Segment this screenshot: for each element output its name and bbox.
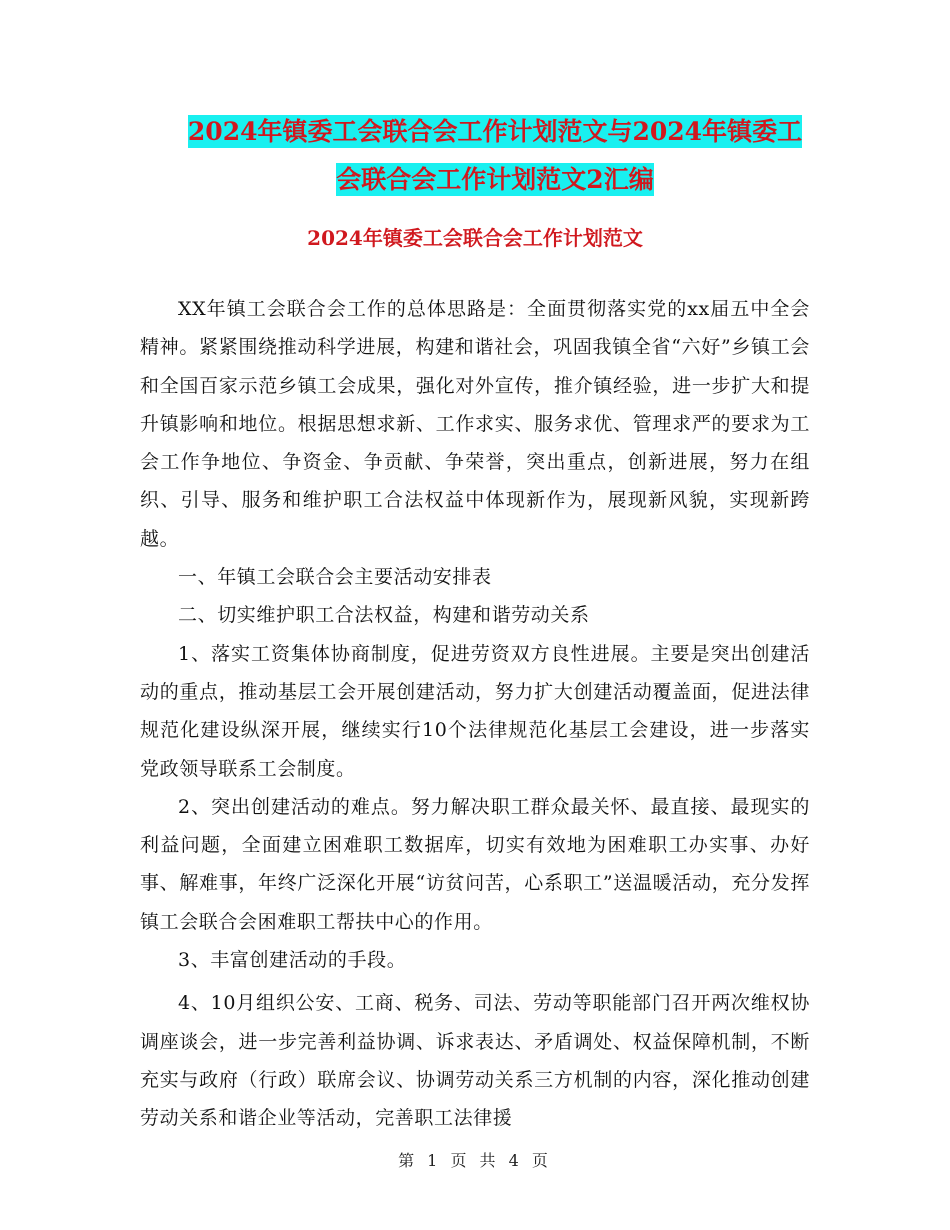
document-title-line2: 会联合会工作计划范文2汇编	[336, 165, 654, 194]
page-footer: 第 1 页 共 4 页	[398, 1151, 552, 1170]
paragraph-item-2: 2、突出创建活动的难点。努力解决职工群众最关怀、最直接、最现实的利益问题，全面建立困难职工数据库，切实有效地为困难职工办实事、办好事、解难事，年终广泛深化开展“访贫问苦，心系职工”送温暖活动，充分发挥镇工会联合会困难职工帮扶中心的作用。	[140, 795, 810, 933]
document-title-line1: 2024年镇委工会联合会工作计划范文与2024年镇委工	[187, 117, 803, 146]
paragraph-heading-1: 一、年镇工会联合会主要活动安排表	[178, 566, 492, 589]
paragraph-item-1: 1、落实工资集体协商制度，促进劳资双方良性进展。主要是突出创建活动的重点，推动基层工会开展创建活动，努力扩大创建活动覆盖面，促进法律规范化建设纵深开展，继续实行10个法律规范化基层工会建设，进一步落实党政领导联系工会制度。	[140, 642, 810, 780]
paragraph-item-4: 4、10月组织公安、工商、税务、司法、劳动等职能部门召开两次维权协调座谈会，进一步完善利益协调、诉求表达、矛盾调处、权益保障机制，不断充实与政府（行政）联席会议、协调劳动关系三方机制的内容，深化推动创建劳动关系和谐企业等活动，完善职工法律援	[140, 992, 810, 1130]
section-title: 2024年镇委工会联合会工作计划范文	[307, 226, 643, 250]
document-title	[140, 108, 850, 204]
paragraph-intro: XX年镇工会联合会工作的总体思路是：全面贯彻落实党的xx届五中全会精神。紧紧围绕推动科学进展，构建和谐社会，巩固我镇全省“六好”乡镇工会和全国百家示范乡镇工会成果，强化对外宣传，推介镇经验，进一步扩大和提升镇影响和地位。根据思想求新、工作求实、服务求优、管理求严的要求为工会工作争地位、争资金、争贡献、争荣誉，突出重点，创新进展，努力在组织、引导、服务和维护职工合法权益中体现新作为，展现新风貌，实现新跨越。	[140, 298, 810, 550]
document-body	[140, 290, 810, 1138]
paragraph-heading-2: 二、切实维护职工合法权益，构建和谐劳动关系	[178, 604, 590, 627]
paragraph-item-3: 3、丰富创建活动的手段。	[178, 949, 407, 972]
